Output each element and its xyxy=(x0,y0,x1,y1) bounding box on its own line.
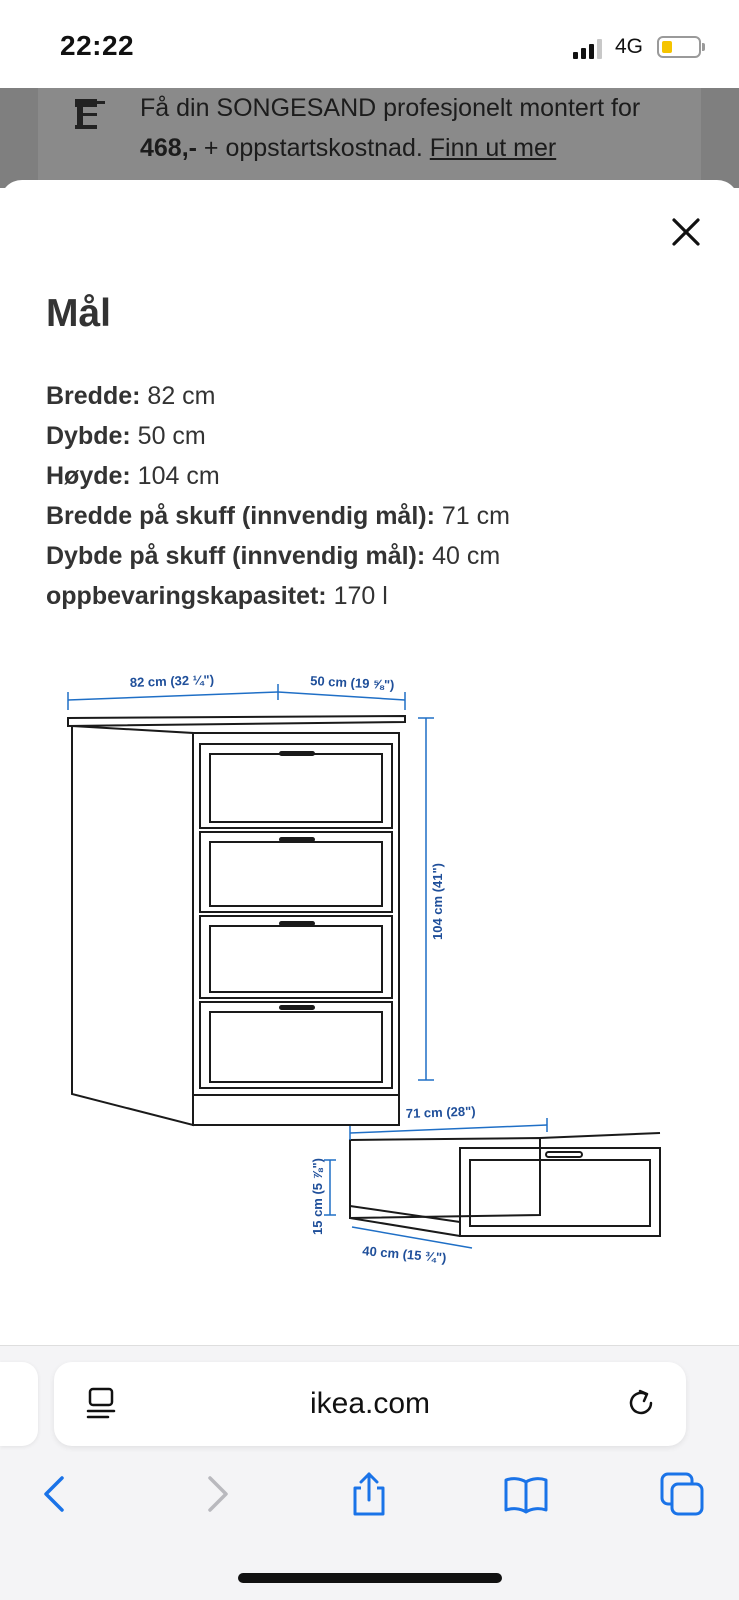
promo-text-after: + oppstartskostnad. xyxy=(196,134,430,162)
status-bar xyxy=(0,0,739,88)
spec-label: Dybde på skuff (innvendig mål): xyxy=(46,542,426,570)
drawer-height-dimension-label: 15 cm (5 ⅞") xyxy=(310,1158,325,1235)
status-time: 22:22 xyxy=(60,30,135,61)
close-icon[interactable] xyxy=(666,212,706,252)
spec-list xyxy=(46,376,510,616)
back-icon[interactable] xyxy=(32,1470,80,1518)
spec-row-capacity xyxy=(46,576,510,616)
spec-label: Høyde: xyxy=(46,462,131,490)
spec-label: oppbevaringskapasitet: xyxy=(46,582,327,610)
spec-label: Bredde: xyxy=(46,382,141,410)
home-indicator xyxy=(238,1573,502,1583)
battery-low-icon xyxy=(657,36,701,58)
spec-row-drawer-depth xyxy=(46,536,510,576)
sheet-title: Mål xyxy=(46,292,112,335)
forward-icon[interactable] xyxy=(192,1470,240,1518)
battery-cap xyxy=(702,43,705,51)
url-text[interactable]: ikea.com xyxy=(309,1387,431,1420)
drawer-depth-dimension-label: 40 cm (15 ¾") xyxy=(361,1243,447,1266)
promo-text-before: Få din SONGESAND profesjonelt montert for xyxy=(140,94,641,122)
spec-row-depth xyxy=(46,416,510,456)
spec-row-width xyxy=(46,376,510,416)
width-dimension-label: 82 cm (32 ¼") xyxy=(129,672,215,690)
cellular-signal-icon xyxy=(573,37,605,59)
height-dimension-label: 104 cm (41") xyxy=(430,863,445,940)
spec-label: Dybde: xyxy=(46,422,131,450)
promo-price: 468,- xyxy=(140,134,197,162)
tabs-icon[interactable] xyxy=(658,1470,706,1518)
drawer-width-dimension-label: 71 cm (28") xyxy=(405,1103,476,1121)
spec-value: 50 cm xyxy=(130,422,206,450)
spec-label: Bredde på skuff (innvendig mål): xyxy=(46,502,435,530)
spec-row-drawer-width xyxy=(46,496,510,536)
bookmarks-icon[interactable] xyxy=(502,1470,550,1518)
promo-text xyxy=(140,88,700,168)
spec-value: 170 l xyxy=(326,582,388,610)
drill-icon xyxy=(72,96,108,132)
network-type: 4G xyxy=(615,35,644,58)
promo-link[interactable]: Finn ut mer xyxy=(429,134,557,162)
spec-row-height xyxy=(46,456,510,496)
previous-tab-peek[interactable] xyxy=(0,1362,38,1446)
spec-value: 82 cm xyxy=(140,382,216,410)
dimension-drawing xyxy=(60,670,690,1320)
spec-value: 104 cm xyxy=(130,462,220,490)
spec-value: 71 cm xyxy=(434,502,510,530)
depth-dimension-label: 50 cm (19 ⅝") xyxy=(309,673,395,693)
reload-icon[interactable] xyxy=(624,1386,658,1420)
share-icon[interactable] xyxy=(345,1470,393,1518)
spec-value: 40 cm xyxy=(425,542,501,570)
reader-mode-icon[interactable] xyxy=(84,1385,118,1421)
